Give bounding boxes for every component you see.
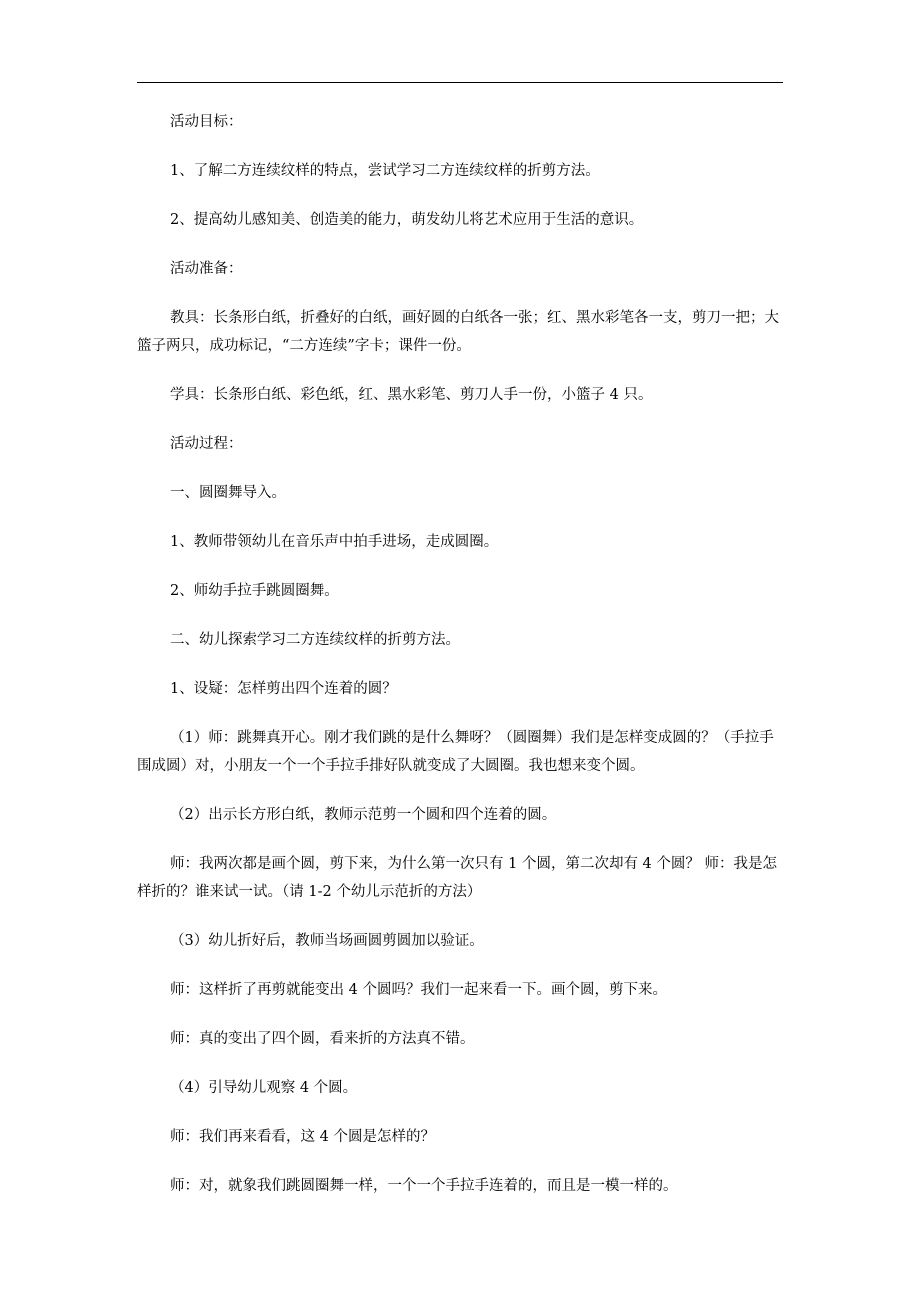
- dialogue-paragraph: 师：真的变出了四个圆，看来折的方法真不错。: [170, 1031, 475, 1047]
- teaching-materials: 教具：长条形白纸，折叠好的白纸，画好圆的白纸各一张；红、黑水彩笔各一支，剪刀一把；大篮子两只，成功标记，“二方连续”字卡；课件一份。: [137, 310, 779, 354]
- heading-activity-goals: 活动目标：: [170, 114, 243, 130]
- dialogue-paragraph: 师：我们再来看看，这 4 个圆是怎样的？: [170, 1129, 435, 1145]
- process-substep: （3）幼儿折好后，教师当场画圆剪圆加以验证。: [170, 933, 484, 949]
- process-step: 2、师幼手拉手跳圆圈舞。: [170, 583, 339, 599]
- dialogue-paragraph: 师：对，就象我们跳圆圈舞一样，一个一个手拉手连着的，而且是一模一样的。: [170, 1178, 678, 1194]
- dialogue-paragraph: 师：这样折了再剪就能变出 4 个圆吗？我们一起来看一下。画个圆，剪下来。: [170, 982, 667, 998]
- section-heading: 一、圆圈舞导入。: [170, 485, 286, 501]
- section-heading: 二、幼儿探索学习二方连续纹样的折剪方法。: [170, 632, 460, 648]
- heading-activity-process: 活动过程：: [170, 436, 243, 452]
- process-step: 1、设疑：怎样剪出四个连着的圆？: [170, 681, 397, 697]
- heading-activity-preparation: 活动准备：: [170, 261, 243, 277]
- process-substep: （2）出示长方形白纸，教师示范剪一个圆和四个连着的圆。: [170, 807, 557, 823]
- dialogue-paragraph: 师：我两次都是画个圆，剪下来，为什么第一次只有 1 个圆，第二次却有 4 个圆？ 师：我是怎样折的？谁来试一试。（请 1-2 个幼儿示范折的方法）: [137, 856, 777, 900]
- process-step: 1、教师带领幼儿在音乐声中拍手进场，走成圆圈。: [170, 534, 499, 550]
- process-substep: （1）师：跳舞真开心。刚才我们跳的是什么舞呀？（圆圈舞）我们是怎样变成圆的？（手拉手围成圆）对，小朋友一个一个手拉手排好队就变成了大圆圈。我也想来变个圆。: [137, 730, 774, 774]
- goal-item: 2、提高幼儿感知美、创造美的能力，萌发幼儿将艺术应用于生活的意识。: [170, 212, 644, 228]
- process-substep: （4）引导幼儿观察 4 个圆。: [170, 1080, 358, 1096]
- document-body: [137, 108, 785, 1221]
- learning-materials: 学具：长条形白纸、彩色纸，红、黑水彩笔、剪刀人手一份，小篮子 4 只。: [170, 387, 653, 403]
- header-rule: [137, 82, 783, 83]
- goal-item: 1、了解二方连续纹样的特点，尝试学习二方连续纹样的折剪方法。: [170, 163, 600, 179]
